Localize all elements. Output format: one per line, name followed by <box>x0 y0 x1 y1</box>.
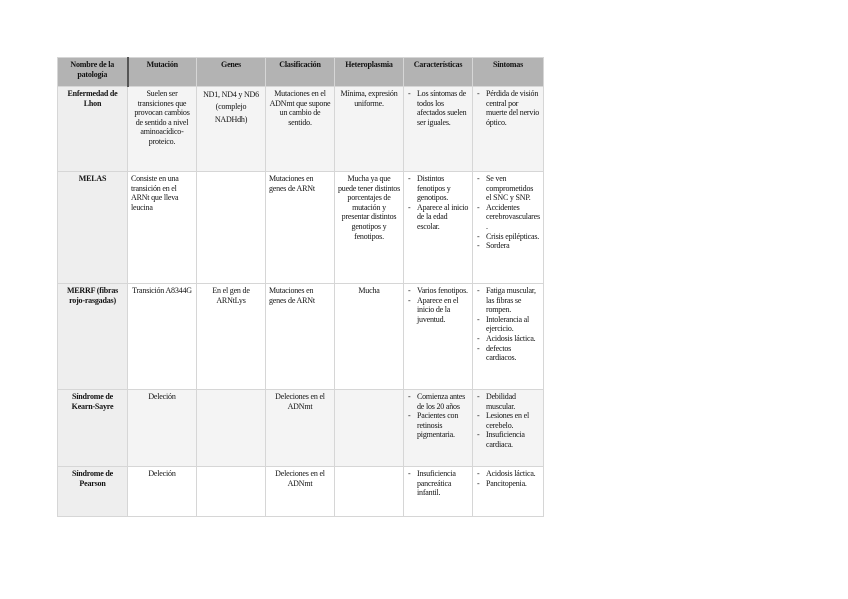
list-item: - Fatiga muscular, las fibras se rompen. <box>476 286 540 315</box>
header-nombre-patologia: Nombre de la patología <box>58 58 128 87</box>
list-item: - Pancitopenia. <box>476 479 540 489</box>
list-item: - Comienza antes de los 20 años <box>407 392 469 411</box>
list-item: - Aparece al inicio de la edad escolar. <box>407 203 469 232</box>
cell-heteroplasmy: Mínima, expresión uniforme. <box>335 87 404 172</box>
cell-heteroplasmy: Mucha ya que puede tener distintos porcentajes de mutación y presentar distintos genotipos y fenotipos. <box>335 172 404 284</box>
cell-genes: ND1, ND4 y ND6 (complejo NADHdh) <box>197 87 266 172</box>
list-item: - Insuficiencia cardiaca. <box>476 430 540 449</box>
table-row <box>58 172 544 284</box>
list-item: - Se ven comprometidos el SNC y SNP. <box>476 174 540 203</box>
list-item: - Intolerancia al ejercicio. <box>476 315 540 334</box>
table-row <box>58 390 544 467</box>
list-item: - Crisis epilépticas. <box>476 232 540 242</box>
list-item: - defectos cardiacos. <box>476 344 540 363</box>
list-item: - Debilidad muscular. <box>476 392 540 411</box>
header-genes: Genes <box>197 58 266 87</box>
cell-genes <box>197 390 266 467</box>
list-item: - Insuficiencia pancreática infantil. <box>407 469 469 498</box>
cell-mutation: Deleción <box>128 390 197 467</box>
cell-genes: En el gen de ARNtLys <box>197 284 266 390</box>
header-sintomas: Síntomas <box>473 58 544 87</box>
list-item: - Acidosis láctica. <box>476 334 540 344</box>
cell-symptoms <box>473 467 544 517</box>
cell-characteristics <box>404 172 473 284</box>
list-item: - Varios fenotipos. <box>407 286 469 296</box>
cell-heteroplasmy: Mucha <box>335 284 404 390</box>
cell-characteristics <box>404 284 473 390</box>
cell-heteroplasmy <box>335 467 404 517</box>
row-name: Síndrome de Pearson <box>58 467 128 517</box>
table-row <box>58 467 544 517</box>
list-item: - Acidosis láctica. <box>476 469 540 479</box>
cell-classification: Deleciones en el ADNmt <box>266 467 335 517</box>
cell-characteristics <box>404 87 473 172</box>
table-row <box>58 87 544 172</box>
cell-symptoms <box>473 284 544 390</box>
header-clasificacion: Clasificación <box>266 58 335 87</box>
list-item: - Los síntomas de todos los afectados suelen ser iguales. <box>407 89 469 127</box>
cell-classification: Mutaciones en genes de ARNt <box>266 172 335 284</box>
cell-symptoms <box>473 390 544 467</box>
list-item: - Lesiones en el cerebelo. <box>476 411 540 430</box>
cell-mutation: Suelen ser transiciones que provocan cambios de sentido a nivel aminoacídico-proteico. <box>128 87 197 172</box>
header-mutacion: Mutación <box>128 58 197 87</box>
cell-symptoms <box>473 87 544 172</box>
table-header-row <box>58 58 544 87</box>
cell-mutation: Transición A8344G <box>128 284 197 390</box>
list-item: - Aparece en el inicio de la juventud. <box>407 296 469 325</box>
list-item: - Distintos fenotipos y genotipos. <box>407 174 469 203</box>
list-item: - Sordera <box>476 241 540 251</box>
cell-genes <box>197 172 266 284</box>
cell-characteristics <box>404 467 473 517</box>
cell-mutation: Consiste en una transición en el ARNt que lleva leucina <box>128 172 197 284</box>
cell-classification: Deleciones en el ADNmt <box>266 390 335 467</box>
cell-symptoms <box>473 172 544 284</box>
row-name: Síndrome de Kearn-Sayre <box>58 390 128 467</box>
list-item: - Accidentes cerebrovasculares. <box>476 203 540 232</box>
cell-classification: Mutaciones en el ADNmt que supone un cambio de sentido. <box>266 87 335 172</box>
cell-genes <box>197 467 266 517</box>
list-item: - Pérdida de visión central por muerte del nervio óptico. <box>476 89 540 127</box>
header-caracteristicas: Características <box>404 58 473 87</box>
header-heteroplasmia: Heteroplasmia <box>335 58 404 87</box>
cell-mutation: Deleción <box>128 467 197 517</box>
row-name: Enfermedad de Lhon <box>58 87 128 172</box>
mitochondrial-diseases-table <box>57 57 544 517</box>
table-row <box>58 284 544 390</box>
row-name: MELAS <box>58 172 128 284</box>
cell-characteristics <box>404 390 473 467</box>
list-item: - Pacientes con retinosis pigmentaria. <box>407 411 469 440</box>
cell-heteroplasmy <box>335 390 404 467</box>
cell-classification: Mutaciones en genes de ARNt <box>266 284 335 390</box>
row-name: MERRF (fibras rojo-rasgadas) <box>58 284 128 390</box>
